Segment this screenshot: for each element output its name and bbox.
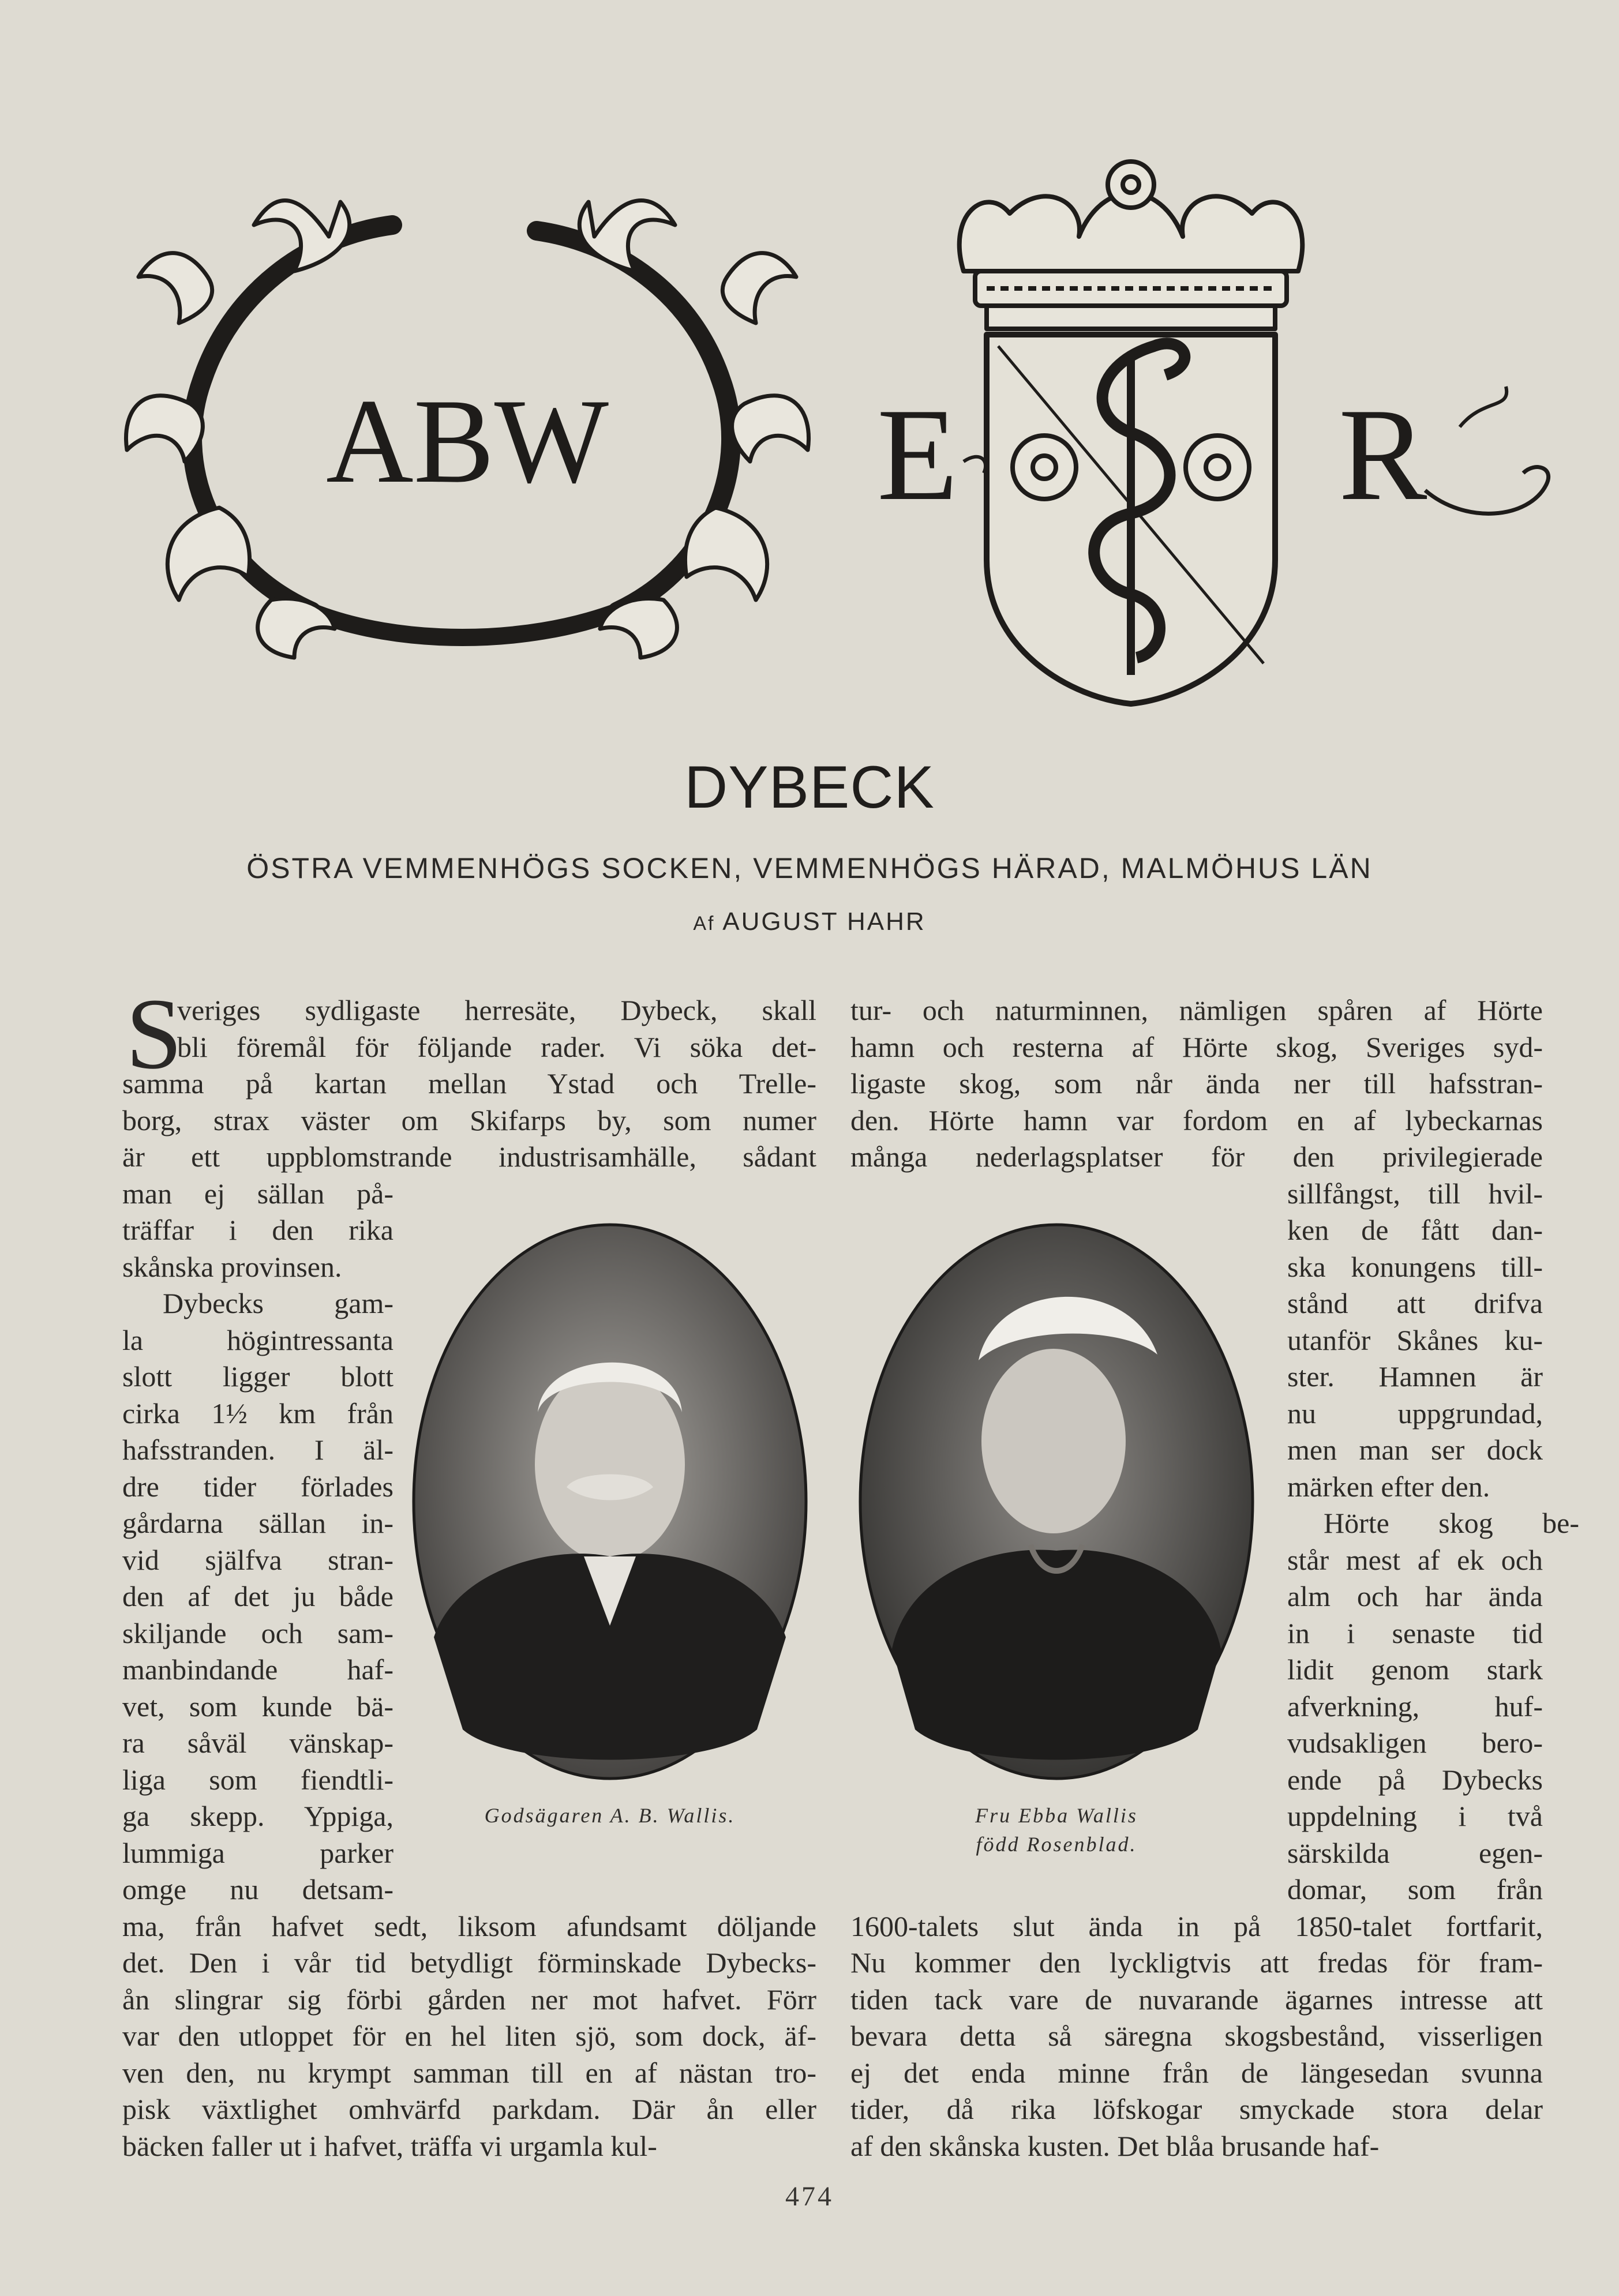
text-line: pisk växtlighet omhvärfd parkdam. Där ån eller <box>122 2093 816 2125</box>
article-title: DYBECK <box>684 754 935 821</box>
text-line: utanför Skånes ku- <box>1287 1323 1543 1356</box>
text-line: ga skepp. Yppiga, <box>122 1800 393 1832</box>
text-line: det. Den i vår tid betydligt förminskade Dybecks- <box>122 1946 816 1979</box>
text-line: cirka 1½ km från <box>122 1397 393 1430</box>
text-line: dre tider förlades <box>122 1470 393 1503</box>
text-line: gårdarna sällan in- <box>122 1507 393 1539</box>
text-line: är ett uppblomstrande industrisamhälle, sådant <box>122 1141 816 1173</box>
monogram-text: ABW <box>326 374 609 508</box>
text-line: lummiga parker <box>122 1836 393 1869</box>
text-line: omge nu detsam- <box>122 1873 393 1905</box>
text-line: ma, från hafvet sedt, liksom afundsamt döljande <box>122 1909 816 1942</box>
text-line: liga som fiendtli- <box>122 1763 393 1796</box>
text-line: 1600-talets slut ända in på 1850-talet fortfarit, <box>850 1909 1543 1942</box>
text-line: tur- och naturminnen, nämligen spåren af Hörte <box>850 994 1543 1026</box>
text-line: ster. Hamnen är <box>1287 1360 1543 1393</box>
text-line: la högintressanta <box>122 1323 393 1356</box>
text-line: domar, som från <box>1287 1873 1543 1905</box>
text-line: ej det enda minne från de längesedan svunna <box>850 2056 1543 2089</box>
text-line: samma på kartan mellan Ystad och Trelle- <box>122 1067 816 1100</box>
text-line: ån slingrar sig förbi gården ner mot hafvet. Förr <box>122 1983 816 2016</box>
caption-right-portrait-line2: född Rosenblad. <box>976 1833 1137 1856</box>
text-line: var den utloppet för en hel liten sjö, som dock, äf- <box>122 2020 816 2052</box>
article-subtitle: ÖSTRA VEMMENHÖGS SOCKEN, VEMMENHÖGS HÄRAD, MALMÖHUS LÄN <box>246 852 1373 884</box>
text-line: ven den, nu krympt samman till en af nästan tro- <box>122 2056 816 2089</box>
text-line: tider, då rika löfskogar smyckade stora delar <box>850 2093 1543 2125</box>
text-line: veriges sydligaste herresäte, Dybeck, skall <box>177 994 816 1026</box>
text-line: vet, som kunde bä- <box>122 1690 393 1723</box>
text-line: slott ligger blott <box>122 1360 393 1393</box>
text-line: alm och har ända <box>1287 1580 1543 1612</box>
text-line: lidit genom stark <box>1287 1653 1543 1686</box>
text-line: hafsstranden. I äl- <box>122 1434 393 1466</box>
text-line: man ej sällan på- <box>122 1177 393 1210</box>
text-line: särskilda egen- <box>1287 1836 1543 1869</box>
monogram-wreath-ornament <box>121 162 814 663</box>
portrait-ebba-wallis <box>857 1222 1256 1781</box>
text-line: tiden tack vare de nuvarande ägarnes intresse att <box>850 1983 1543 2016</box>
text-line: vid själfva stran- <box>122 1543 393 1576</box>
text-line: skånska provinsen. <box>122 1250 342 1283</box>
text-line: men man ser dock <box>1287 1434 1543 1466</box>
coat-of-arms-icon <box>912 144 1350 710</box>
text-line: står mest af ek och <box>1287 1543 1543 1576</box>
text-line: bli föremål för följande rader. Vi söka det- <box>177 1030 816 1063</box>
portrait-wallis <box>411 1222 809 1781</box>
initial-e: E <box>877 381 958 525</box>
text-line: träffar i den rika <box>122 1214 393 1246</box>
text-line: ra såväl vänskap- <box>122 1727 393 1759</box>
caption-right-portrait-line1: Fru Ebba Wallis <box>975 1804 1138 1827</box>
text-line: in i senaste tid <box>1287 1616 1543 1649</box>
byline-author: AUGUST HAHR <box>722 907 926 936</box>
text-line: uppdelning i två <box>1287 1800 1543 1832</box>
text-line: många nederlagsplatser för den privilegierade <box>850 1141 1543 1173</box>
page-number: 474 <box>785 2181 834 2212</box>
text-line: nu uppgrundad, <box>1287 1397 1543 1430</box>
text-line: hamn och resterna af Hörte skog, Sveriges syd- <box>850 1030 1543 1063</box>
text-line: den af det ju både <box>122 1580 393 1612</box>
text-line: Hörte skog be- <box>1324 1507 1579 1539</box>
text-line: ligaste skog, som når ända ner till hafsstran- <box>850 1067 1543 1100</box>
text-line: stånd att drifva <box>1287 1287 1543 1319</box>
initial-r: R <box>1339 381 1427 525</box>
text-line: märken efter den. <box>1287 1470 1490 1503</box>
text-line: den. Hörte hamn var fordom en af lybeckarnas <box>850 1104 1543 1136</box>
text-line: borg, strax väster om Skifarps by, som numer <box>122 1104 816 1136</box>
byline-prefix: Af <box>693 913 715 935</box>
caption-left-portrait: Godsägaren A. B. Wallis. <box>484 1804 736 1827</box>
text-line: manbindande haf- <box>122 1653 393 1686</box>
text-line: af den skånska kusten. Det blåa brusande haf- <box>850 2129 1380 2162</box>
text-line: skiljande och sam- <box>122 1616 393 1649</box>
text-line: sillfångst, till hvil- <box>1287 1177 1543 1210</box>
drop-cap: S <box>126 978 182 1090</box>
text-line: vudsakligen bero- <box>1287 1727 1543 1759</box>
article-byline <box>0 905 1619 941</box>
text-line: ska konungens till- <box>1287 1250 1543 1283</box>
text-line: afverkning, huf- <box>1287 1690 1543 1723</box>
text-line: ken de fått dan- <box>1287 1214 1543 1246</box>
text-line: bevara detta så säregna skogsbestånd, visserligen <box>850 2020 1543 2052</box>
text-line: bäcken faller ut i hafvet, träffa vi urgamla kul- <box>122 2129 657 2162</box>
text-line: ende på Dybecks <box>1287 1763 1543 1796</box>
text-line: Dybecks gam- <box>163 1287 393 1319</box>
initial-r-ornament <box>1339 375 1558 525</box>
text-line: Nu kommer den lyckligtvis att fredas för fram- <box>850 1946 1543 1979</box>
